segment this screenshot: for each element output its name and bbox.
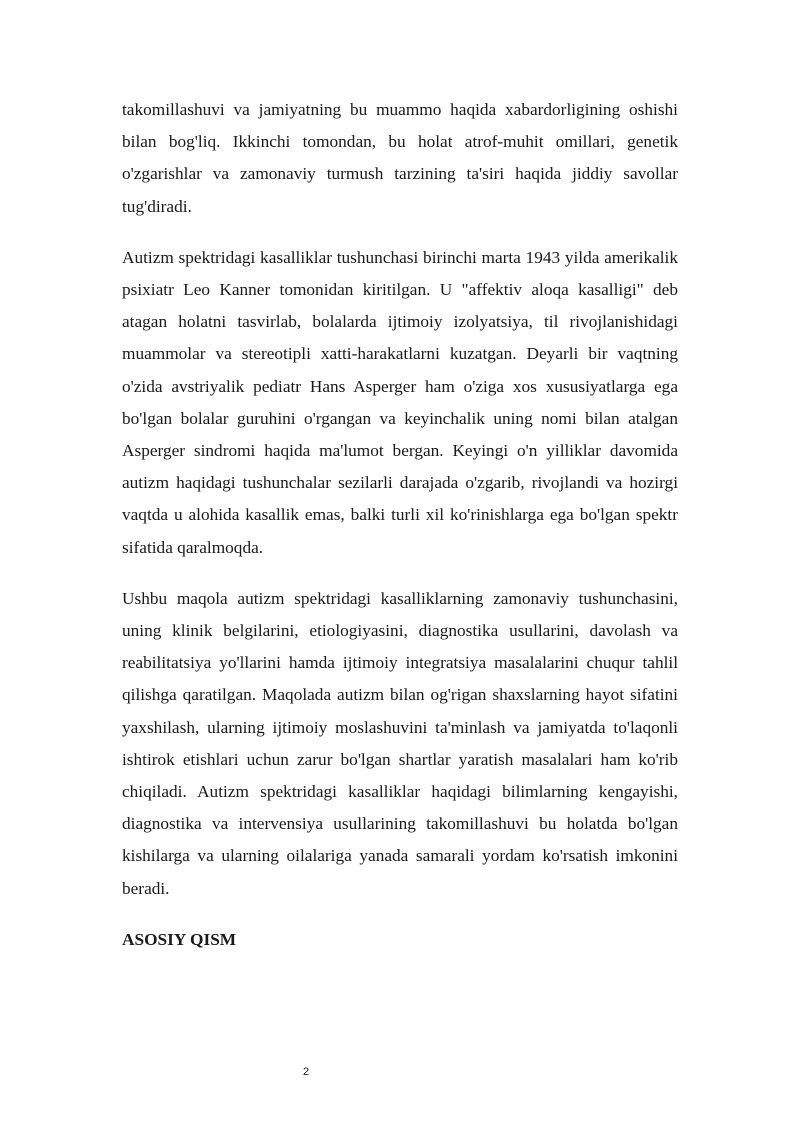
page-number: 2	[302, 1066, 310, 1078]
section-heading: ASOSIY QISM	[122, 929, 237, 949]
paragraph-2: Autizm spektridagi kasalliklar tushunchasi birinchi marta 1943 yilda amerikalik psixiatr Leo Kanner tomonidan kiritilgan. U "affektiv aloqa kasalligi" deb atagan holatni tasvirlab, bolalarda ijtimoiy izolyatsiya, til rivojlanishidagi muammolar va stereotipli xatti-harakatlarni kuzatgan. Deyarli bir vaqtning o'zida avstriyalik pediatr Hans Asperger ham o'ziga xos xususiyatlarga ega bo'lgan bolalar guruhini o'rgangan va keyinchalik uning nomi bilan atalgan Asperger sindromi haqida ma'lumot bergan. Keyingi o'n yilliklar davomida autizm haqidagi tushunchalar sezilarli darajada o'zgarib, rivojlandi va hozirgi vaqtda u alohida kasallik emas, balki turli xil ko'rinishlarga ega bo'lgan spektr sifatida qaralmoqda.	[122, 247, 678, 557]
paragraph-1: takomillashuvi va jamiyatning bu muammo haqida xabardorligining oshishi bilan bog'liq. Ikkinchi tomondan, bu holat atrof-muhit omillari, genetik o'zgarishlar va zamonaviy turmush tarzining ta'siri haqida jiddiy savollar tug'diradi.	[122, 100, 678, 216]
body-text	[122, 94, 678, 956]
paragraph-3: Ushbu maqola autizm spektridagi kasalliklarning zamonaviy tushunchasini, uning klinik belgilarini, etiologiyasini, diagnostika usullarini, davolash va reabilitatsiya yo'llarini hamda ijtimoiy integratsiya masalalarini chuqur tahlil qilishga qaratilgan. Maqolada autizm bilan og'rigan shaxslarning hayot sifatini yaxshilash, ularning ijtimoiy moslashuvini ta'minlash va jamiyatda to'laqonli ishtirok etishlari uchun zarur bo'lgan shartlar yaratish masalalari ham ko'rib chiqiladi. Autizm spektridagi kasalliklar haqidagi bilimlarning kengayishi, diagnostika va intervensiya usullarining takomillashuvi bu holatda bo'lgan kishilarga va ularning oilalariga yanada samarali yordam ko'rsatish imkonini beradi.	[122, 588, 678, 898]
